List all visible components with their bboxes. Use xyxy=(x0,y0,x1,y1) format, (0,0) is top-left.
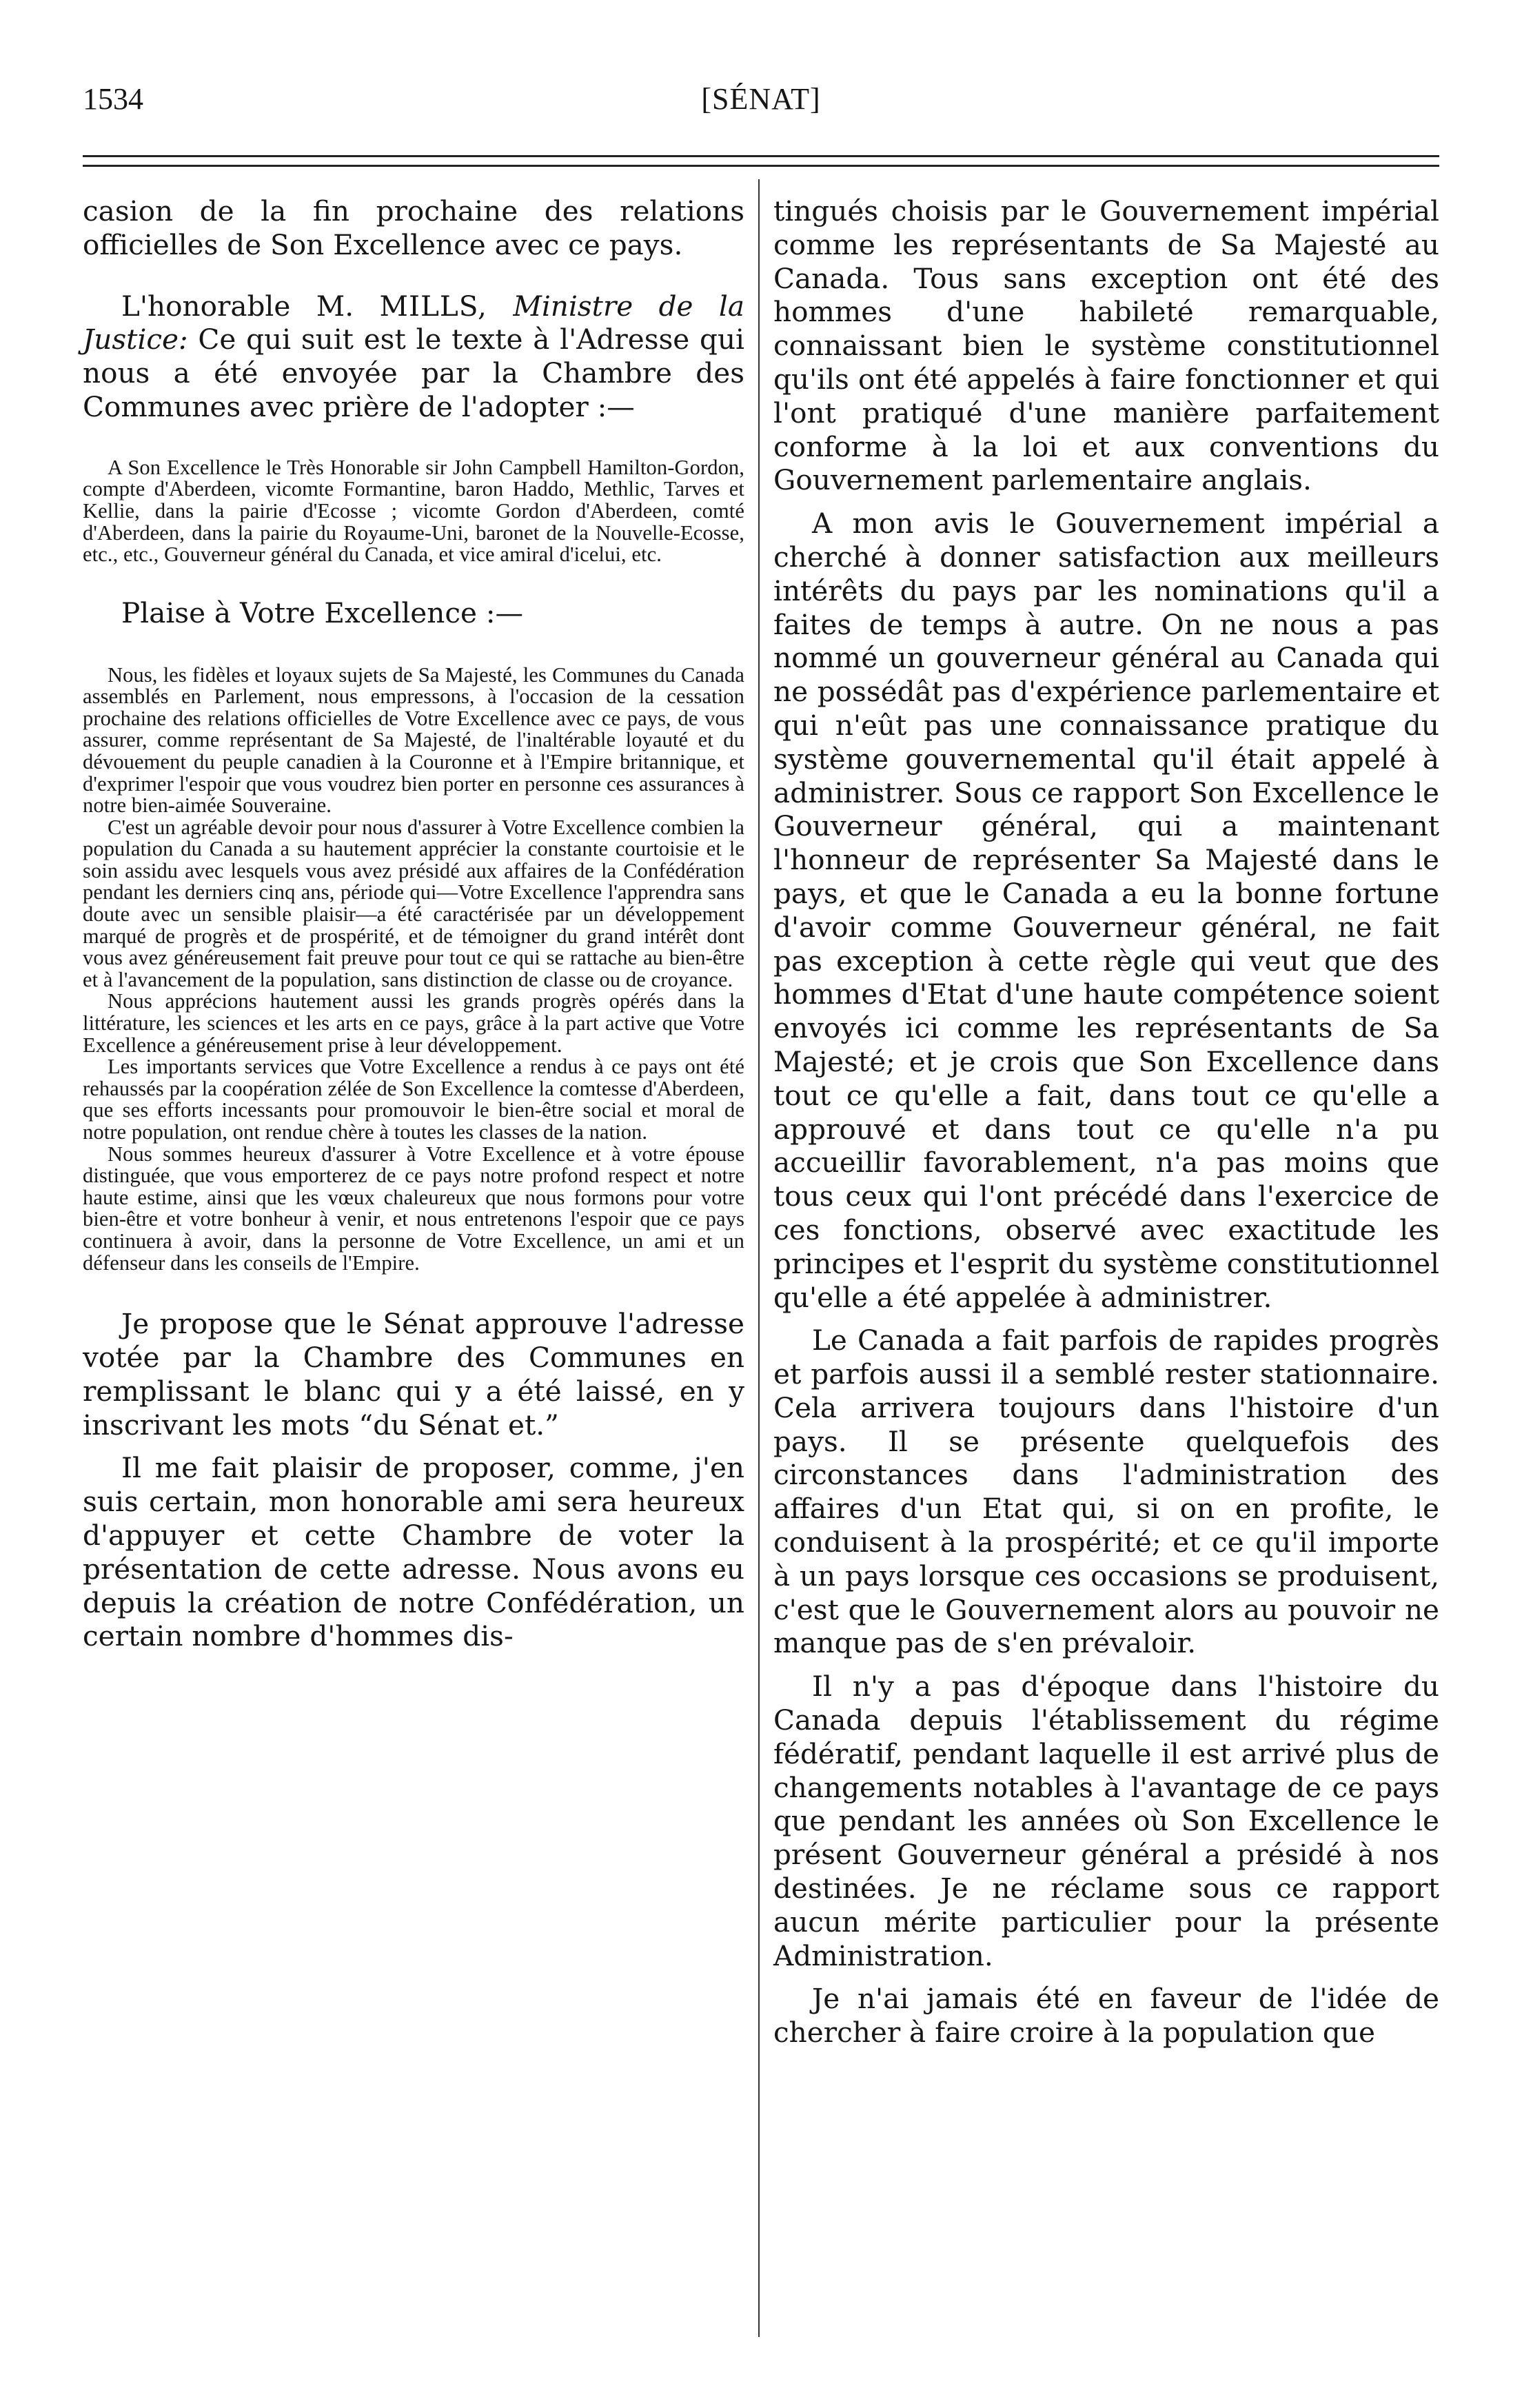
mills-intro-text: Ce qui suit est le texte à l'Adresse qui nous a été envoyée par la Chambre des Communes avec prière de l'adopter :— xyxy=(83,323,744,423)
speech-paragraph: Je n'ai jamais été en faveur de l'idée de chercher à faire croire à la population que xyxy=(773,1982,1439,2050)
left-column xyxy=(83,194,744,1653)
speech-paragraph: Il me fait plaisir de proposer, comme, j'en suis certain, mon honorable ami sera heureux d'appuyer et cette Chambre de voter la présentation de cette adresse. Nous avons eu depuis la création de notre Confédération, un certain nombre d'hommes dis- xyxy=(83,1451,744,1653)
address-paragraph: Nous sommes heureux d'assurer à Votre Excellence et à votre épouse distinguée, que vous emporterez de ce pays notre profond respect et notre haute estime, ainsi que les vœux chaleureux que nous formons pour votre bien-être et votre bonheur à venir, et nous entretenons l'espoir que ce pays continuera à avoir, dans la personne de Votre Excellence, un ami et un défenseur dans les conseils de l'Empire. xyxy=(83,1142,744,1275)
continuation-paragraph: casion de la fin prochaine des relations officielles de Son Excellence avec ce pays. xyxy=(83,194,744,261)
address-heading: A Son Excellence le Très Honorable sir John Campbell Hamilton-Gordon, compte d'Aberdeen, vicomte Formantine, baron Haddo, Methlic, Tarves et Kellie, dans la pairie d'Ecosse ; vicomte Gordon d'Aberdeen, comté d'Aberdeen, dans la pairie du Royaume-Uni, baronet de la Nouvelle-Ecosse, etc., etc., Gouverneur général du Canada, et vice amiral d'icelui, etc. xyxy=(83,455,744,567)
right-column xyxy=(773,194,1439,2050)
address-paragraph: C'est un agréable devoir pour nous d'assurer à Votre Excellence combien la population du Canada a su hautement apprécier la constante courtoisie et le soin assidu avec lesquels vous avez présidé aux affaires de la Confédération pendant les derniers cinq ans, période qui—Votre Excellence l'apprendra sans doute avec un sensible plaisir—a été caractérisée par un développement marqué de progrès et de prospérité, et de témoigner du grand intérêt dont vous avez généreusement fait preuve pour tout ce qui se rattache au bien-être et à l'avancement de la population, sans distinction de classe ou de croyance. xyxy=(83,815,744,991)
address-paragraph: Les importants services que Votre Excellence a rendus à ce pays ont été rehaussés par la coopération zélée de Son Excellence la comtesse d'Aberdeen, que ses efforts incessants pour promouvoir le bien-être social et moral de notre population, ont rendue chère à toutes les classes de la nation. xyxy=(83,1055,744,1144)
mills-intro-paragraph xyxy=(83,290,744,424)
page-header xyxy=(83,81,1439,130)
speech-paragraph: Le Canada a fait parfois de rapides progrès et parfois aussi il a semblé rester stationnaire. Cela arrivera toujours dans l'histoire d'un pays. Il se présente quelquefois des circonstances dans l'administration des affaires d'un Etat qui, si on en profite, le conduisent à la prospérité; et ce qu'il importe à un pays lorsque ces occasions se produisent, c'est que le Gouvernement alors au pouvoir ne manque pas de s'en prévaloir. xyxy=(773,1324,1439,1660)
plaise-salutation: Plaise à Votre Excellence :— xyxy=(121,596,524,629)
header-rule-bottom xyxy=(83,165,1439,167)
page-number: 1534 xyxy=(83,82,143,116)
mills-lead: L'honorable M. xyxy=(121,289,380,323)
running-head: [SÉNAT] xyxy=(701,82,821,116)
speech-paragraph: Il n'y a pas d'époque dans l'histoire du Canada depuis l'établissement du régime fédératif, pendant laquelle il est arrivé plus de changements notables à l'avantage de ce pays que pendant les années où Son Excellence le présent Gouverneur général a présidé à nos destinées. Je ne réclame sous ce rapport aucun mérite particulier pour la présente Administration. xyxy=(773,1670,1439,1972)
speech-paragraph: tingués choisis par le Gouvernement impérial comme les représentants de Sa Majesté au Canada. Tous sans exception ont été des hommes d'une habileté remarquable, connaissant bien le système constitutionnel qu'ils ont été appelés à faire fonctionner et qui l'ont pratiqué d'une manière parfaitement conforme à la loi et aux conventions du Gouvernement parlementaire anglais. xyxy=(773,194,1439,497)
speech-paragraph: A mon avis le Gouvernement impérial a cherché à donner satisfaction aux meilleurs intérêts du pays par les nominations qu'il a faites de temps à autre. On ne nous a pas nommé un gouverneur général au Canada qui ne possédât pas d'expérience parlementaire et qui n'eût pas une connaissance pratique du système gouvernemental qu'il était appelé à administrer. Sous ce rapport Son Excellence le Gouverneur général, qui a maintenant l'honneur de représenter Sa Majesté dans le pays, et que le Canada a eu la bonne fortune d'avoir comme Gouverneur général, ne fait pas exception à cette règle qui veut que des hommes d'Etat d'une haute compétence soient envoyés ici comme les représentants de Sa Majesté; et je crois que Son Excellence dans tout ce qu'elle a fait, dans tout ce qu'elle a approuvé et dans tout ce qu'elle n'a pu accueillir favorablement, n'a pas moins que tous ceux qui l'ont précédé dans l'exercice de ces fonctions, observé avec exactitude les principes et l'esprit du système constitutionnel qu'elle a été appelée à administrer. xyxy=(773,507,1439,1314)
address-paragraph: Nous apprécions hautement aussi les grands progrès opérés dans la littérature, les sciences et les arts en ce pays, grâce à la part active que Votre Excellence a généreusement prise à leur développement. xyxy=(83,989,744,1057)
address-paragraph: Nous, les fidèles et loyaux sujets de Sa Majesté, les Communes du Canada assemblés en Parlement, nous empressons, à l'occasion de la cessation prochaine des relations officielles de Votre Excellence avec ce pays, de vous assurer, comme représentant de Sa Majesté, de l'inaltérable loyauté et du dévouement du peuple canadien à la Couronne et à l'Empire britannique, et d'exprimer l'espoir que vous voudrez bien porter en personne ces assurances à notre bien-aimée Souveraine. xyxy=(83,662,744,818)
speaker-role: Ministre de la Justice: xyxy=(83,289,745,356)
header-rule-top xyxy=(83,155,1439,157)
column-divider xyxy=(758,179,760,2337)
motion-paragraph: Je propose que le Sénat approuve l'adresse votée par la Chambre des Communes en remplissant le blanc qui y a été laissé, en y inscrivant les mots “du Sénat et.” xyxy=(83,1307,744,1441)
speaker-name: MILLS, xyxy=(379,289,487,323)
